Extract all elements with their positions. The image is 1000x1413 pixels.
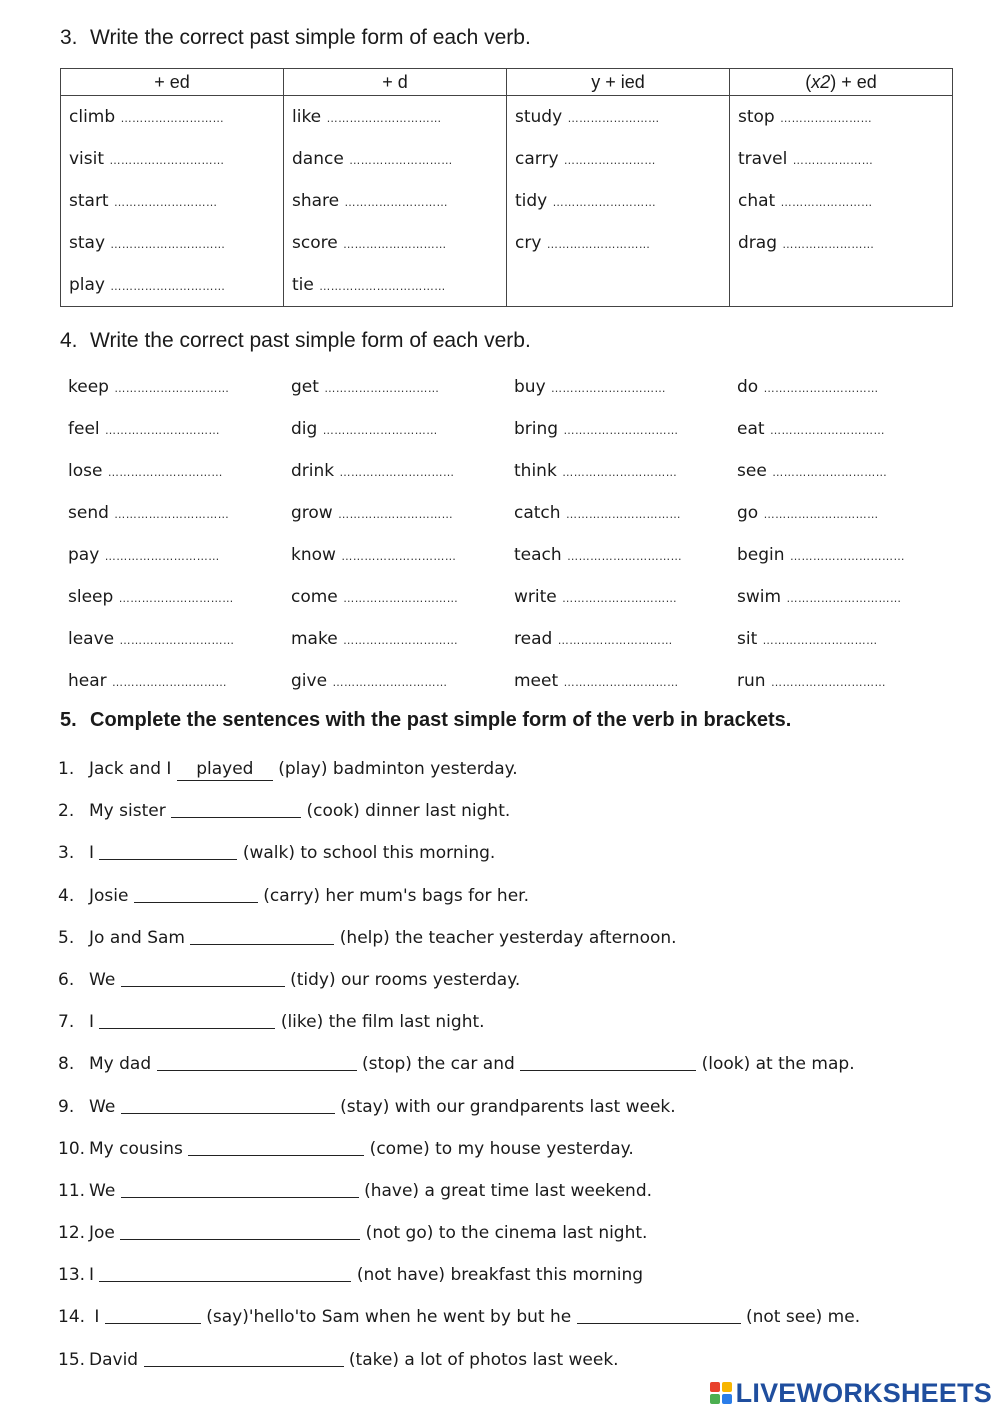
answer-blank[interactable]: ………………………… bbox=[107, 466, 223, 479]
answer-blank[interactable]: ………………………… bbox=[112, 676, 228, 689]
answer-blank[interactable]: …………………… bbox=[780, 112, 873, 125]
verb-word: eat bbox=[737, 419, 765, 439]
answer-blank[interactable]: …………………… bbox=[782, 238, 875, 251]
verb-word: score bbox=[292, 233, 338, 253]
verb-entry bbox=[514, 534, 737, 576]
verb-word: drag bbox=[738, 233, 777, 253]
verb-entry bbox=[68, 576, 291, 618]
verb-entry bbox=[514, 576, 737, 618]
answer-blank[interactable] bbox=[120, 1221, 360, 1240]
sentence-text: (come) to my house yesterday. bbox=[364, 1138, 634, 1159]
sentence-text: (carry) her mum's bags for her. bbox=[257, 885, 529, 906]
verb-word: drink bbox=[291, 461, 335, 481]
verb-word: tie bbox=[292, 275, 314, 295]
answer-blank[interactable]: ………………………… bbox=[562, 466, 678, 479]
answer-blank[interactable]: ………………… bbox=[792, 154, 874, 167]
verb-word: catch bbox=[514, 503, 561, 523]
sentence-text: (look) at the map. bbox=[696, 1054, 855, 1075]
verb-word: go bbox=[737, 503, 759, 523]
verb-entry bbox=[514, 408, 737, 450]
answer-blank[interactable]: ………………………… bbox=[326, 112, 442, 125]
sentence-number: 12. bbox=[58, 1223, 86, 1244]
answer-blank[interactable]: ………………………… bbox=[322, 424, 438, 437]
verb-entry bbox=[68, 660, 291, 702]
verb-word: carry bbox=[515, 149, 559, 169]
answer-blank[interactable]: ………………………… bbox=[339, 466, 455, 479]
verb-word: study bbox=[515, 107, 563, 127]
answer-blank[interactable]: ………………………… bbox=[114, 382, 230, 395]
verb-entry bbox=[515, 222, 729, 264]
verb-entry bbox=[69, 138, 283, 180]
verb-word: visit bbox=[69, 149, 105, 169]
sentence-text: We bbox=[89, 969, 121, 990]
verb-column-ed bbox=[61, 96, 284, 307]
sentence-text: We bbox=[89, 1096, 121, 1117]
sentence-text: Jack and I bbox=[89, 759, 177, 779]
sentence-list bbox=[58, 748, 958, 1381]
sentence-item bbox=[58, 1212, 958, 1254]
verb-word: sit bbox=[737, 629, 758, 649]
answer-blank[interactable] bbox=[144, 1348, 344, 1367]
answer-blank[interactable]: ………………………… bbox=[110, 280, 226, 293]
verb-word: come bbox=[291, 587, 338, 607]
verb-entry bbox=[514, 618, 737, 660]
answer-blank[interactable]: ……………………… bbox=[546, 238, 651, 251]
answer-blank[interactable]: ……………………… bbox=[343, 238, 447, 251]
answer-blank[interactable]: ………………………… bbox=[762, 634, 878, 647]
answer-blank[interactable] bbox=[121, 1095, 335, 1114]
sentence-text: My sister bbox=[89, 801, 172, 822]
verb-word: read bbox=[514, 629, 553, 649]
answer-blank[interactable]: …………………… bbox=[563, 154, 656, 167]
sentence-text: (help) the teacher yesterday afternoon. bbox=[334, 927, 677, 948]
sentence-text: (say)'hello'to Sam when he went by but he bbox=[200, 1307, 577, 1328]
verb-word: get bbox=[291, 377, 319, 397]
section-title: Write the correct past simple form of each verb. bbox=[90, 329, 531, 352]
answer-blank[interactable]: ………………………… bbox=[769, 424, 885, 437]
answer-blank[interactable] bbox=[99, 841, 237, 860]
verb-word: buy bbox=[514, 377, 546, 397]
verb-entry bbox=[68, 450, 291, 492]
answer-blank[interactable]: ……………………… bbox=[120, 112, 225, 125]
answer-blank[interactable]: ………………………… bbox=[770, 676, 886, 689]
sentence-number: 15. bbox=[58, 1349, 86, 1370]
answer-blank[interactable] bbox=[99, 1263, 351, 1282]
sentence-item bbox=[58, 1128, 958, 1170]
verb-entry bbox=[514, 660, 737, 702]
verb-column-ied bbox=[507, 96, 730, 307]
verb-entry bbox=[515, 138, 729, 180]
sentence-text: David bbox=[89, 1349, 144, 1370]
sentence-text: My dad bbox=[89, 1054, 157, 1075]
sentence-number: 10. bbox=[58, 1138, 86, 1159]
verb-entry bbox=[292, 138, 506, 180]
verb-entry bbox=[737, 450, 958, 492]
answer-blank[interactable] bbox=[105, 1305, 201, 1324]
verb-entry bbox=[291, 576, 514, 618]
answer-blank[interactable]: ………………………… bbox=[332, 676, 448, 689]
sentence-text: (not see) me. bbox=[740, 1307, 861, 1328]
verb-entry bbox=[515, 96, 729, 138]
verb-entry bbox=[291, 408, 514, 450]
verb-word: do bbox=[737, 377, 759, 397]
verb-word: grow bbox=[291, 503, 333, 523]
sentence-text: Josie bbox=[89, 885, 134, 906]
verb-word: see bbox=[737, 461, 767, 481]
sentence-number: 9. bbox=[58, 1096, 75, 1117]
answer-blank[interactable]: ………………………… bbox=[109, 154, 225, 167]
sentence-text: (not have) breakfast this morning bbox=[351, 1265, 644, 1286]
answer-blank[interactable]: ………………………… bbox=[338, 508, 454, 521]
sentence-item bbox=[58, 1001, 958, 1043]
verb-word: send bbox=[68, 503, 109, 523]
answer-blank[interactable] bbox=[121, 968, 285, 987]
verb-entry bbox=[69, 96, 283, 138]
sentence-item bbox=[58, 917, 958, 959]
verb-entry bbox=[69, 222, 283, 264]
answer-blank[interactable] bbox=[171, 799, 301, 818]
answer-blank[interactable]: ………………………… bbox=[563, 424, 679, 437]
section-number: 5. bbox=[60, 709, 77, 731]
sentence-item bbox=[58, 1086, 958, 1128]
answer-blank[interactable]: ………………………… bbox=[786, 592, 902, 605]
verb-entry bbox=[292, 222, 506, 264]
verb-word: climb bbox=[69, 107, 116, 127]
verb-entry bbox=[514, 492, 737, 534]
answer-blank[interactable]: ………………………… bbox=[104, 550, 220, 563]
sentence-item bbox=[58, 748, 958, 790]
verb-word: meet bbox=[514, 671, 559, 691]
sentence-text: (stop) the car and bbox=[356, 1054, 521, 1075]
verb-entry bbox=[68, 618, 291, 660]
answer-blank[interactable]: ………………………… bbox=[343, 634, 459, 647]
answer-blank[interactable]: ………………………… bbox=[110, 238, 226, 251]
verb-entry bbox=[68, 408, 291, 450]
answer-blank[interactable]: ………………………… bbox=[119, 634, 235, 647]
verb-word: play bbox=[69, 275, 105, 295]
answer-blank[interactable] bbox=[190, 926, 334, 945]
sentence-text: (play) badminton yesterday. bbox=[272, 759, 518, 779]
verb-word: begin bbox=[737, 545, 785, 565]
answer-blank[interactable]: ……………………… bbox=[114, 196, 218, 209]
section-number: 3. bbox=[60, 26, 78, 49]
verb-entry bbox=[69, 264, 283, 306]
verb-entry bbox=[738, 138, 952, 180]
verb-entry bbox=[68, 492, 291, 534]
verb-word: hear bbox=[68, 671, 107, 691]
verb-word: chat bbox=[738, 191, 776, 211]
verb-entry bbox=[291, 492, 514, 534]
sentence-number: 1. bbox=[58, 759, 75, 779]
verb-word: stop bbox=[738, 107, 775, 127]
sentence-text: I bbox=[89, 1265, 100, 1286]
answer-blank[interactable]: ………………………… bbox=[562, 592, 678, 605]
sentence-number: 14. bbox=[58, 1307, 86, 1328]
answer-blank[interactable]: ………………………… bbox=[763, 382, 879, 395]
verb-entry bbox=[68, 534, 291, 576]
sentence-number: 13. bbox=[58, 1265, 86, 1286]
verb-entry bbox=[737, 408, 958, 450]
sentence-number: 6. bbox=[58, 969, 75, 990]
verb-word: pay bbox=[68, 545, 100, 565]
answer-blank[interactable]: ………………………… bbox=[565, 508, 681, 521]
verb-entry bbox=[737, 492, 958, 534]
section-3-heading bbox=[60, 26, 531, 50]
liveworksheets-logo-icon bbox=[710, 1382, 732, 1404]
verb-entry bbox=[292, 180, 506, 222]
section-5-heading bbox=[60, 709, 791, 732]
sentence-item bbox=[58, 1043, 958, 1085]
verb-entry bbox=[738, 222, 952, 264]
answer-blank[interactable]: ………………………… bbox=[118, 592, 234, 605]
answer-blank[interactable]: …………………… bbox=[567, 112, 660, 125]
answer-blank[interactable]: ………………………… bbox=[772, 466, 888, 479]
irregular-verb-grid bbox=[68, 366, 958, 702]
sentence-text: We bbox=[89, 1180, 121, 1201]
verb-entry bbox=[737, 366, 958, 408]
sentence-item bbox=[58, 790, 958, 832]
answer-blank[interactable]: ………………………… bbox=[567, 550, 683, 563]
verb-word: feel bbox=[68, 419, 100, 439]
section-title: Complete the sentences with the past simple form of the verb in brackets. bbox=[90, 709, 792, 731]
sentence-number: 2. bbox=[58, 801, 75, 822]
verb-entry bbox=[291, 366, 514, 408]
verb-word: bring bbox=[514, 419, 559, 439]
verb-word: stay bbox=[69, 233, 106, 253]
sentence-text: (tidy) our rooms yesterday. bbox=[284, 969, 521, 990]
sentence-text: (cook) dinner last night. bbox=[301, 801, 511, 822]
answer-blank[interactable] bbox=[157, 1052, 357, 1071]
answer-blank[interactable]: ………………………… bbox=[563, 676, 679, 689]
answer-blank[interactable]: ………………………… bbox=[551, 382, 667, 395]
sentence-text: Joe bbox=[89, 1223, 121, 1244]
answer-blank[interactable]: ………………………… bbox=[324, 382, 440, 395]
verb-word: give bbox=[291, 671, 328, 691]
sentence-item bbox=[58, 1254, 958, 1296]
sentence-number: 3. bbox=[58, 843, 75, 864]
sentence-text: My cousins bbox=[89, 1138, 189, 1159]
sentence-number: 8. bbox=[58, 1054, 75, 1075]
verb-word: start bbox=[69, 191, 109, 211]
sentence-text: (like) the film last night. bbox=[275, 1012, 485, 1033]
column-header-d: + d bbox=[284, 69, 507, 96]
section-number: 4. bbox=[60, 329, 78, 352]
column-header-ed: + ed bbox=[61, 69, 284, 96]
logo-text: LIVEWORKSHEETS bbox=[735, 1377, 992, 1408]
verb-entry bbox=[68, 366, 291, 408]
verb-word: cry bbox=[515, 233, 542, 253]
verb-word: like bbox=[292, 107, 322, 127]
answer-blank[interactable]: ………………………… bbox=[343, 592, 459, 605]
verb-word: tidy bbox=[515, 191, 548, 211]
sentence-number: 4. bbox=[58, 885, 75, 906]
sentence-text: (have) a great time last weekend. bbox=[358, 1180, 653, 1201]
verb-entry bbox=[292, 264, 506, 306]
sentence-item bbox=[58, 1296, 958, 1338]
verb-word: teach bbox=[514, 545, 562, 565]
verb-word: run bbox=[737, 671, 766, 691]
verb-entry bbox=[291, 450, 514, 492]
answer-blank[interactable]: ………………………… bbox=[114, 508, 230, 521]
verb-rules-table bbox=[60, 68, 953, 307]
verb-word: write bbox=[514, 587, 557, 607]
liveworksheets-logo bbox=[710, 1376, 992, 1410]
verb-entry bbox=[291, 534, 514, 576]
answer-blank[interactable]: …………………………… bbox=[319, 280, 446, 293]
answer-blank[interactable] bbox=[99, 1010, 275, 1029]
verb-word: travel bbox=[738, 149, 788, 169]
answer-blank[interactable] bbox=[121, 1179, 359, 1198]
sentence-item bbox=[58, 959, 958, 1001]
verb-word: think bbox=[514, 461, 557, 481]
answer-blank[interactable]: ………………………… bbox=[557, 634, 673, 647]
column-header-ied: y + ied bbox=[507, 69, 730, 96]
column-header-double-ed: (x2) + ed bbox=[730, 69, 953, 96]
sentence-text: (not go) to the cinema last night. bbox=[360, 1223, 648, 1244]
verb-entry bbox=[291, 660, 514, 702]
verb-entry bbox=[69, 180, 283, 222]
verb-column-double-ed bbox=[730, 96, 953, 307]
answer-blank[interactable] bbox=[577, 1305, 741, 1324]
sentence-number: 7. bbox=[58, 1012, 75, 1033]
verb-word: dance bbox=[292, 149, 344, 169]
answer-blank[interactable]: ……………………… bbox=[552, 196, 657, 209]
verb-word: dig bbox=[291, 419, 318, 439]
answer-blank[interactable]: ……………………… bbox=[349, 154, 453, 167]
verb-entry bbox=[514, 366, 737, 408]
verb-word: know bbox=[291, 545, 336, 565]
verb-entry bbox=[737, 660, 958, 702]
verb-entry bbox=[737, 576, 958, 618]
verb-entry bbox=[737, 534, 958, 576]
sentence-text: Jo and Sam bbox=[89, 927, 191, 948]
verb-word: sleep bbox=[68, 587, 114, 607]
verb-entry bbox=[737, 618, 958, 660]
verb-entry bbox=[738, 180, 952, 222]
verb-word: leave bbox=[68, 629, 115, 649]
sentence-item bbox=[58, 875, 958, 917]
verb-word: make bbox=[291, 629, 338, 649]
answer-blank[interactable] bbox=[188, 1137, 364, 1156]
sentence-text: (walk) to school this morning. bbox=[237, 843, 496, 864]
answer-blank[interactable] bbox=[520, 1052, 696, 1071]
sentence-text: (take) a lot of photos last week. bbox=[343, 1349, 619, 1370]
answer-blank[interactable]: ………………………… bbox=[763, 508, 879, 521]
sentence-number: 11. bbox=[58, 1180, 86, 1201]
verb-entry bbox=[291, 618, 514, 660]
answer-blank[interactable]: ………………………… bbox=[105, 424, 221, 437]
sentence-item bbox=[58, 832, 958, 874]
answer-blank[interactable]: ……………………… bbox=[344, 196, 449, 209]
sentence-text: I bbox=[89, 1012, 100, 1033]
sentence-text: I bbox=[89, 843, 100, 864]
verb-entry bbox=[515, 180, 729, 222]
section-4-heading bbox=[60, 329, 531, 353]
answer-blank[interactable]: ………………………… bbox=[341, 550, 457, 563]
verb-column-d bbox=[284, 96, 507, 307]
sentence-item bbox=[58, 1339, 958, 1381]
sentence-item bbox=[58, 1170, 958, 1212]
answer-blank[interactable] bbox=[134, 884, 258, 903]
example-answer: played bbox=[177, 758, 273, 781]
verb-entry bbox=[738, 96, 952, 138]
verb-entry bbox=[514, 450, 737, 492]
verb-word: keep bbox=[68, 377, 109, 397]
answer-blank[interactable]: …………………… bbox=[780, 196, 873, 209]
verb-entry bbox=[292, 96, 506, 138]
answer-blank[interactable]: ………………………… bbox=[789, 550, 905, 563]
verb-word: share bbox=[292, 191, 340, 211]
verb-word: lose bbox=[68, 461, 103, 481]
section-title: Write the correct past simple form of each verb. bbox=[90, 26, 531, 49]
sentence-number: 5. bbox=[58, 927, 75, 948]
sentence-text: (stay) with our grandparents last week. bbox=[334, 1096, 676, 1117]
verb-word: swim bbox=[737, 587, 782, 607]
sentence-text: I bbox=[89, 1307, 105, 1328]
